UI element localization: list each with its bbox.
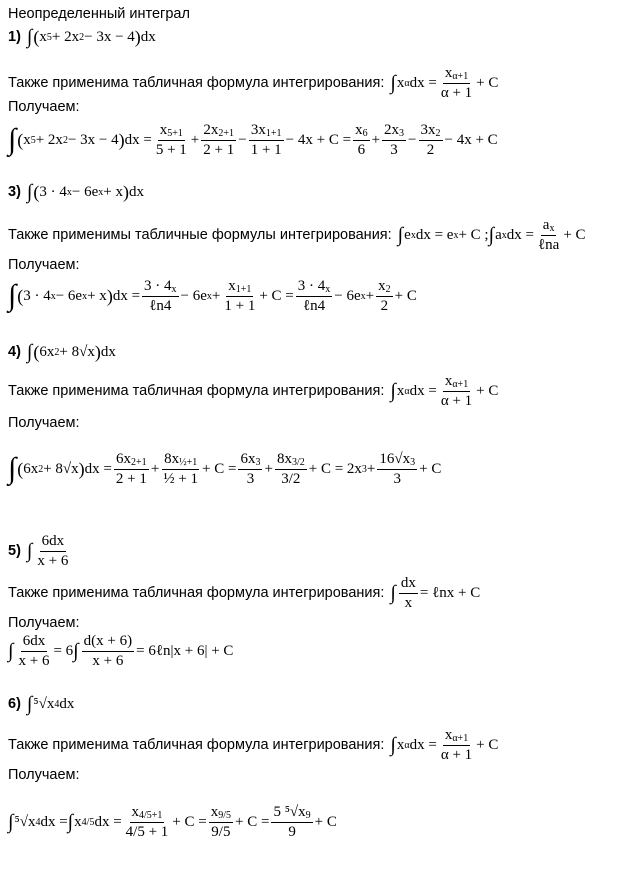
integral-sign: ∫	[390, 72, 396, 94]
integral-sign: ∫	[488, 224, 495, 246]
document-line	[8, 692, 74, 716]
math-expression: ∫ ( 6x 2 + 8√x ) dx	[26, 341, 116, 363]
explanation-text: Также применимы табличные формулы интегрирования:	[8, 227, 392, 243]
math-expression: ∫ ⁵√x 4 dx	[26, 693, 75, 715]
fraction: $\frac{d(x + 6)}{x + 6}$	[83, 632, 133, 669]
integral-sign: ∫	[390, 734, 396, 756]
math-expression: ∫ x α dx = x α+1 α + 1 + C	[390, 64, 499, 101]
document-line	[8, 370, 498, 412]
math-expression: ∫ ( x 5 + 2x 2 − 3x − 4 ) dx = x 5+1 5 + 1 + 2x 2+1 2 + 1 − 3x 1+1 1 + 1 − 4x + C = x 6 6 + 2x 3 3 − 3x 2 2 − 4x + C	[8, 121, 498, 158]
document-line	[8, 784, 337, 860]
fraction: 8x ½+1 ½ + 1	[163, 450, 199, 487]
explanation-text: Также применима табличная формула интегрирования:	[8, 75, 385, 91]
fraction: x α+1 α + 1	[440, 726, 473, 763]
math-expression: ∫ e x dx = e x + C ; ∫ a x dx = a x ℓna + C	[397, 216, 586, 253]
math-expression: ∫ $\frac{6dx}{x + 6}$ = 6 ∫ $\frac{d(x + 6)}{x + 6}$ = 6ℓn|x + 6| + C	[8, 632, 234, 669]
integral-sign: ∫	[390, 582, 396, 604]
integral-sign: ∫	[67, 811, 74, 833]
integral-sign: ∫	[8, 640, 14, 662]
document-line	[8, 414, 86, 432]
fraction: 16√x 3 3	[379, 450, 416, 487]
explanation-text: Также применима табличная формула интегрирования:	[8, 737, 385, 753]
problem-number: 3)	[8, 184, 21, 200]
fraction: x 2 2	[378, 277, 391, 314]
integral-sign: ∫	[26, 181, 33, 203]
explanation-text: Получаем:	[8, 615, 80, 631]
page-title: Неопределенный интеграл	[8, 6, 190, 22]
math-expression: ∫ ⁵√x 4 dx = ∫ x 4/5 dx = x 4/5+1 4/5 + 1 + C = x 9/5 9/5 + C = 5 ⁵√x 9 9 + C	[8, 803, 337, 840]
document-line	[8, 530, 72, 572]
explanation-text: Получаем:	[8, 257, 80, 273]
math-expression: ∫ ( x 5 + 2x 2 − 3x − 4 ) dx	[26, 26, 156, 48]
fraction: 6x 3 3	[240, 450, 261, 487]
document-line	[8, 630, 233, 672]
document-line	[8, 340, 116, 364]
fraction: 3x 1+1 1 + 1	[250, 121, 282, 158]
integral-sign: ∫	[26, 26, 33, 48]
math-expression: ∫ ( 3 · 4 x − 6e x + x ) dx	[26, 181, 144, 203]
fraction: 3x 2 2	[420, 121, 441, 158]
problem-number: 5)	[8, 543, 21, 559]
fraction: x 1+1 1 + 1	[224, 277, 256, 314]
integral-sign: ∫	[26, 693, 33, 715]
document-line	[8, 98, 86, 116]
integral-sign: ∫	[73, 640, 79, 662]
integral-sign: ∫	[8, 123, 17, 156]
integral-sign: ∫	[8, 279, 17, 312]
document-line	[8, 180, 144, 204]
explanation-text: Получаем:	[8, 415, 80, 431]
fraction: 2x 3 3	[384, 121, 405, 158]
explanation-text: Также применима табличная формула интегрирования:	[8, 585, 385, 601]
document-line	[8, 724, 498, 766]
fraction: 8x 3/2 3/2	[276, 450, 305, 487]
explanation-text: Получаем:	[8, 767, 80, 783]
integral-sign: ∫	[26, 341, 33, 363]
fraction: x 5+1 5 + 1	[155, 121, 187, 158]
math-expression	[27, 533, 72, 570]
fraction: x 4/5+1 4/5 + 1	[125, 803, 169, 840]
integral-sign: ∫	[390, 380, 396, 402]
explanation-text: Также применима табличная формула интегрирования:	[8, 383, 385, 399]
integral-sign: ∫	[397, 224, 404, 246]
fraction: $\frac{6dx}{x + 6}$	[18, 632, 50, 669]
document-line	[8, 26, 156, 48]
math-expression: ∫ ( 3 · 4 x − 6e x + x ) dx = 3 · 4 x ℓn4 − 6e x + x 1+1 1 + 1 + C = 3 · 4 x ℓn4 − 6e x + x 2 2 + C	[8, 277, 417, 314]
fraction: x 6 6	[355, 121, 368, 158]
document-line	[8, 256, 86, 274]
math-expression: ∫ x α dx = x α+1 α + 1 + C	[390, 372, 499, 409]
document-line	[8, 118, 498, 162]
integral-sign: ∫	[26, 540, 33, 562]
explanation-text: Получаем:	[8, 99, 80, 115]
fraction: x 9/5 9/5	[210, 803, 232, 840]
problem-number: 6)	[8, 696, 21, 712]
document-line	[8, 574, 480, 612]
fraction: 3 · 4 x ℓn4	[144, 277, 177, 314]
problem-number: 1)	[8, 29, 21, 45]
document-line	[8, 4, 196, 24]
integral-sign: ∫	[8, 452, 17, 485]
document-line	[8, 766, 86, 784]
document-line	[8, 432, 441, 506]
fraction: x α+1 α + 1	[440, 372, 473, 409]
math-expression: ∫ x α dx = x α+1 α + 1 + C	[390, 726, 499, 763]
fraction: $\frac{dx}{x}$	[400, 574, 416, 611]
document-line	[8, 274, 417, 318]
fraction: 6x 2+1 2 + 1	[115, 450, 147, 487]
fraction: a x ℓna	[537, 216, 560, 253]
math-expression: ∫ ( 6x 2 + 8√x ) dx = 6x 2+1 2 + 1 + 8x ½+1 ½ + 1 + C = 6x 3 3 + 8x 3/2 3/2 + C = 2x 3 + 16√x 3 3 + C	[8, 450, 442, 487]
document-line	[8, 214, 586, 256]
integral-sign: ∫	[8, 811, 14, 833]
fraction: x α+1 α + 1	[440, 64, 473, 101]
problem-number: 4)	[8, 344, 21, 360]
fraction: 3 · 4 x ℓn4	[297, 277, 331, 314]
fraction: 5 ⁵√x 9 9	[273, 803, 311, 840]
fraction: 2x 2+1 2 + 1	[203, 121, 235, 158]
math-expression: ∫ $\frac{dx}{x}$ = ℓnx + C	[390, 574, 481, 611]
fraction: $\frac{6dx}{x + 6}$	[37, 532, 69, 569]
